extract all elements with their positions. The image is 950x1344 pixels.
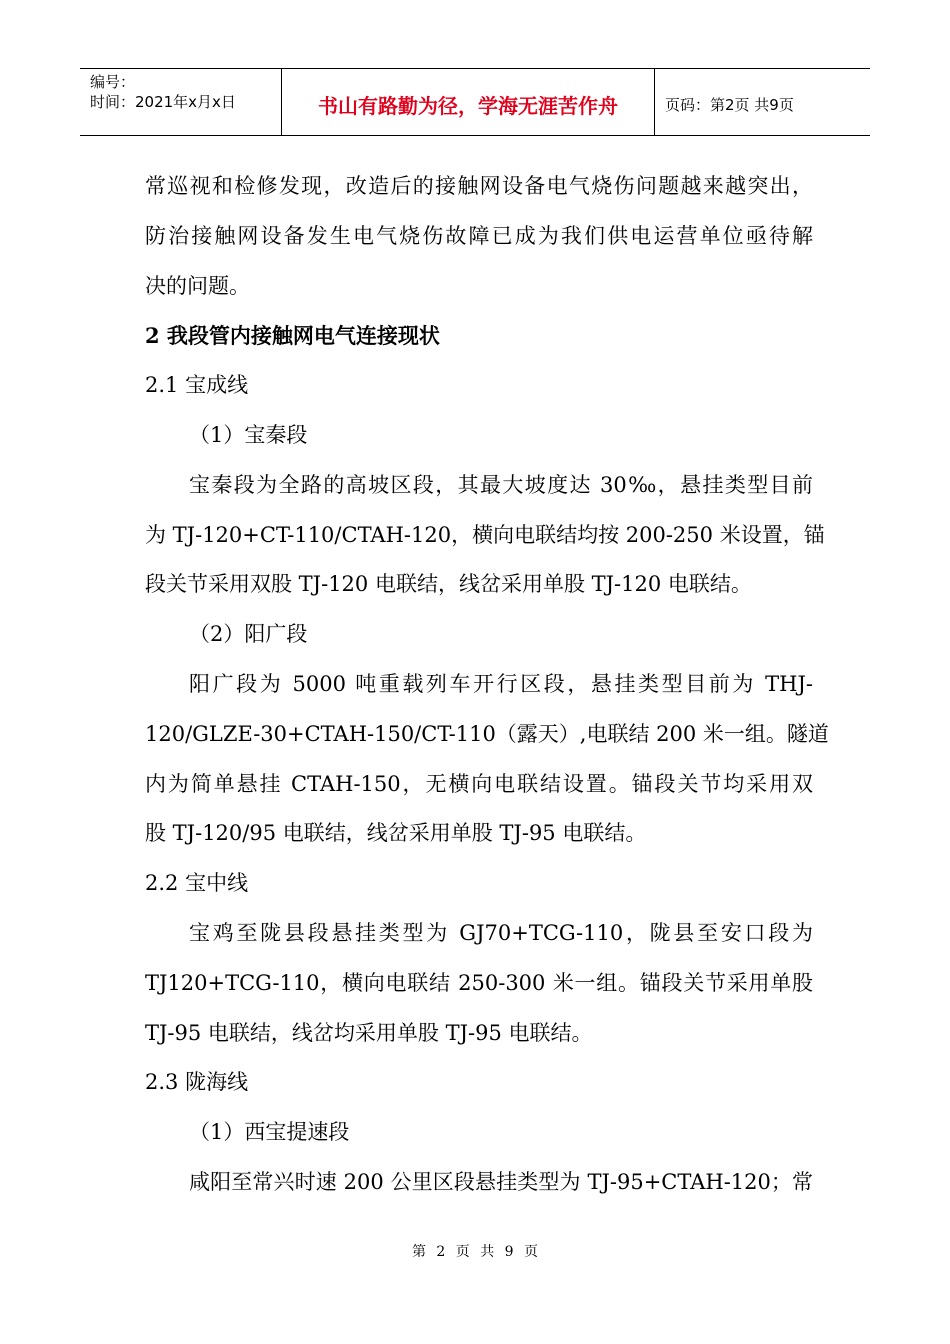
header-motto-cell (282, 69, 655, 135)
page-number-label: 页码：第2页 共9页 (665, 95, 794, 114)
item-heading: （1）西宝提速段 (189, 1120, 350, 1145)
body-line: 宝鸡至陇县段悬挂类型为 GJ70+TCG-110，陇县至安口段为 (189, 920, 813, 945)
body-line: 股 TJ-120/95 电联结，线岔采用单股 TJ-95 电联结。 (145, 821, 647, 846)
body-line: TJ-95 电联结，线岔均采用单股 TJ-95 电联结。 (145, 1020, 593, 1045)
motto-text: 书山有路勤为径，学海无涯苦作舟 (318, 93, 618, 118)
subsection-heading: 2.3 陇海线 (145, 1070, 249, 1095)
date-label: 时间：2021年x月x日 (90, 93, 236, 111)
body-line: 防治接触网设备发生电气烧伤故障已成为我们供电运营单位亟待解 (145, 223, 813, 248)
subsection-heading: 2.1 宝成线 (145, 373, 249, 398)
item-heading: （2）阳广段 (189, 622, 308, 647)
body-line: 内为简单悬挂 CTAH-150，无横向电联结设置。锚段关节均采用双 (145, 771, 813, 796)
body-line: 阳广段为 5000 吨重载列车开行区段，悬挂类型目前为 THJ- (189, 671, 813, 696)
header-page-cell (655, 69, 870, 135)
body-line: 咸阳至常兴时速 200 公里区段悬挂类型为 TJ-95+CTAH-120；常 (189, 1169, 813, 1194)
body-line: TJ120+TCG-110，横向电联结 250-300 米一组。锚段关节采用单股 (145, 970, 813, 995)
body-line: 决的问题。 (145, 273, 250, 298)
serial-number-label: 编号： (90, 73, 136, 91)
section-heading: 2 我段管内接触网电气连接现状 (145, 323, 440, 349)
page-footer: 第 2 页 共 9 页 (411, 1244, 539, 1260)
body-line: 宝秦段为全路的高坡区段，其最大坡度达 30‰，悬挂类型目前 (189, 472, 813, 497)
item-heading: （1）宝秦段 (189, 422, 308, 447)
body-line: 段关节采用双股 TJ-120 电联结，线岔采用单股 TJ-120 电联结。 (145, 572, 752, 597)
subsection-heading: 2.2 宝中线 (145, 871, 249, 896)
body-line: 为 TJ-120+CT-110/CTAH-120，横向电联结均按 200-250 米设置，锚 (145, 522, 825, 547)
body-line: 120/GLZE-30+CTAH-150/CT-110（露天）,电联结 200 米一组。隧道 (145, 721, 829, 746)
page-header (80, 68, 870, 136)
body-line: 常巡视和检修发现，改造后的接触网设备电气烧伤问题越来越突出， (145, 174, 813, 198)
header-info-cell (80, 69, 282, 135)
document-body (145, 162, 829, 1208)
